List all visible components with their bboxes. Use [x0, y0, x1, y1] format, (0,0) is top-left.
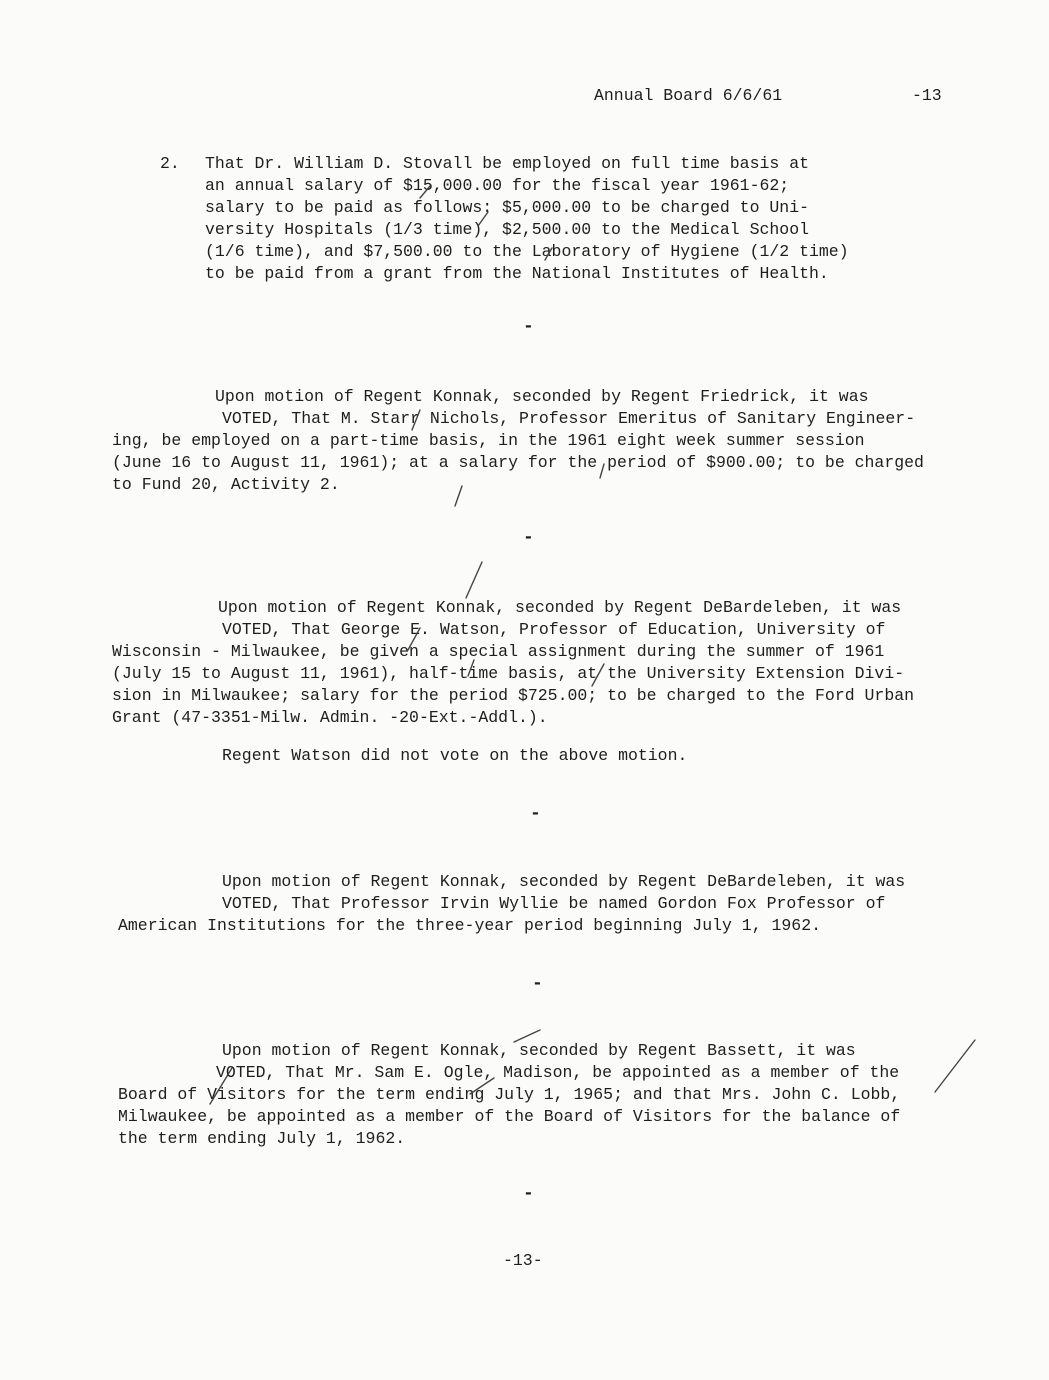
motion2-line: (July 15 to August 11, 1961), half-time basis, at the University Extension Divi- — [112, 664, 905, 683]
motion2-line: Grant (47-3351-Milw. Admin. -20-Ext.-Addl.). — [112, 708, 548, 727]
motion3-line: American Institutions for the three-year period beginning July 1, 1962. — [118, 916, 822, 935]
motion1-line: Upon motion of Regent Konnak, seconded by Regent Friedrick, it was — [215, 387, 869, 406]
motion4-line: Board of Visitors for the term ending July 1, 1965; and that Mrs. John C. Lobb, — [118, 1085, 901, 1104]
check-mark — [935, 1040, 975, 1092]
motion2-line: Wisconsin - Milwaukee, be given a special assignment during the summer of 1961 — [112, 642, 885, 661]
motion4-line: Upon motion of Regent Konnak, seconded by Regent Bassett, it was — [222, 1041, 856, 1060]
motion2-line: Upon motion of Regent Konnak, seconded by Regent DeBardeleben, it was — [218, 598, 902, 617]
check-mark — [455, 486, 462, 506]
motion1-line: ing, be employed on a part-time basis, in the 1961 eight week summer session — [112, 431, 865, 450]
motion1-line: to Fund 20, Activity 2. — [112, 475, 340, 494]
footer-page-number: -13- — [503, 1251, 543, 1270]
item2-line: an annual salary of $15,000.00 for the fiscal year 1961-62; — [205, 176, 790, 195]
motion4-line: VOTED, That Mr. Sam E. Ogle, Madison, be appointed as a member of the — [216, 1063, 900, 1082]
item2-line: to be paid from a grant from the National Institutes of Health. — [205, 264, 829, 283]
section-separator: - — [530, 804, 541, 824]
item-number: 2. — [160, 154, 180, 173]
header-page-ref: -13 — [912, 86, 942, 105]
item2-line: (1/6 time), and $7,500.00 to the Laboratory of Hygiene (1/2 time) — [205, 242, 849, 261]
motion2-note: Regent Watson did not vote on the above motion. — [222, 746, 688, 765]
section-separator: - — [523, 317, 534, 337]
motion1-line: (June 16 to August 11, 1961); at a salary for the period of $900.00; to be charged — [112, 453, 924, 472]
section-separator: - — [523, 528, 534, 548]
motion3-line: Upon motion of Regent Konnak, seconded by Regent DeBardeleben, it was — [222, 872, 906, 891]
motion4-line: Milwaukee, be appointed as a member of the Board of Visitors for the balance of — [118, 1107, 901, 1126]
motion2-line: sion in Milwaukee; salary for the period $725.00; to be charged to the Ford Urban — [112, 686, 915, 705]
section-separator: - — [523, 1184, 534, 1204]
check-mark — [466, 562, 482, 598]
motion2-line: VOTED, That George E. Watson, Professor of Education, University of — [222, 620, 886, 639]
item2-line: versity Hospitals (1/3 time), $2,500.00 to the Medical School — [205, 220, 809, 239]
motion1-line: VOTED, That M. Starr Nichols, Professor Emeritus of Sanitary Engineer- — [222, 409, 916, 428]
item2-line: That Dr. William D. Stovall be employed on full time basis at — [205, 154, 809, 173]
section-separator: - — [532, 974, 543, 994]
item2-line: salary to be paid as follows: $5,000.00 to be charged to Uni- — [205, 198, 809, 217]
motion4-line: the term ending July 1, 1962. — [118, 1129, 406, 1148]
header-title: Annual Board 6/6/61 — [594, 86, 783, 105]
motion3-line: VOTED, That Professor Irvin Wyllie be named Gordon Fox Professor of — [222, 894, 886, 913]
